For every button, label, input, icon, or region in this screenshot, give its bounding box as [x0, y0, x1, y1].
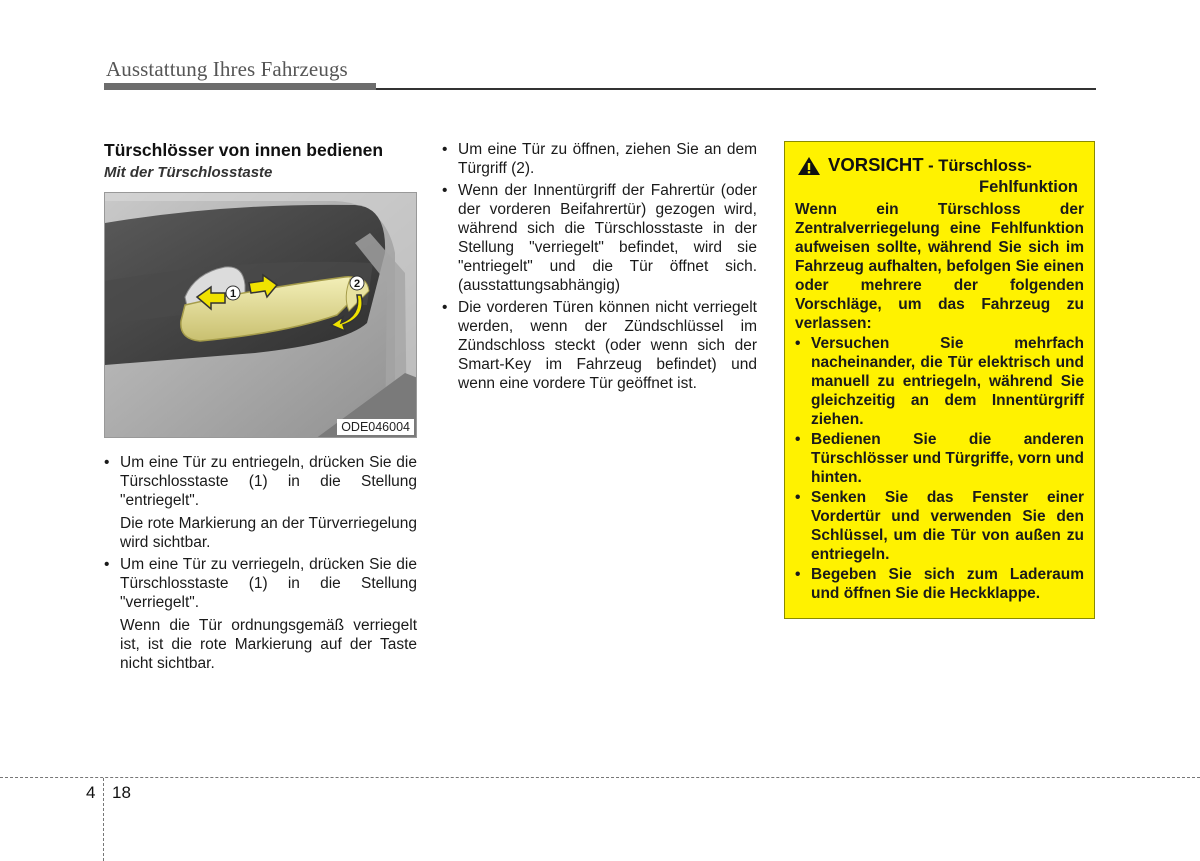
page-header-title: Ausstattung Ihres Fahrzeugs: [106, 57, 348, 81]
list-item: • Wenn der Innentürgriff der Fahrertür (oder der vorderen Beifahrertür) gezogen wird, während sich die Türschlosstaste in der Stellung "verriegelt" befindet, wird sie "entriegelt" und die Tür öffnet sich. (ausstattungsabhängig): [442, 181, 757, 295]
caution-item: • Senken Sie das Fenster einer Vordertür und verwenden Sie den Schlüssel, um die Tür von außen zu entriegeln.: [795, 488, 1084, 564]
list-item: [104, 555, 417, 673]
caution-title-part1: - Türschloss-: [923, 157, 1032, 175]
door-open-list: [442, 140, 757, 393]
caution-title-part2: Fehlfunktion: [979, 178, 1078, 196]
caution-item: • Versuchen Sie mehrfach nacheinander, die Tür elektrisch und manuell zu entriegeln, während Sie gleichzeitig an dem Innentürgriff ziehen.: [795, 334, 1084, 429]
caution-box: [784, 141, 1095, 619]
list-item-text: • Um eine Tür zu entriegeln, drücken Sie die Türschlosstaste (1) in die Stellung "entriegelt".: [120, 454, 417, 509]
door-handle-illustration: [104, 192, 417, 438]
list-item: [104, 453, 417, 552]
figure-code: ODE046004: [337, 419, 414, 435]
section-heading: Türschlösser von innen bedienen: [104, 140, 384, 160]
header-rule: [376, 88, 1096, 90]
column-left: [104, 140, 417, 676]
door-handle-drawing: [105, 193, 417, 438]
caution-list: [795, 334, 1084, 603]
list-item: • Die vorderen Türen können nicht verriegelt werden, wenn der Zündschlüssel im Zündschloss steckt (oder wenn sich der Smart-Key im Fahrzeug befindet) und wenn eine vordere Tür geöffnet ist.: [442, 298, 757, 393]
list-item-note: Wenn die Tür ordnungsgemäß verriegelt ist, ist die rote Markierung auf der Taste nicht sichtbar.: [120, 617, 417, 672]
callout-2: 2: [353, 278, 361, 290]
caution-item: • Bedienen Sie die anderen Türschlösser und Türgriffe, vorn und hinten.: [795, 430, 1084, 487]
list-item: • Um eine Tür zu öffnen, ziehen Sie an dem Türgriff (2).: [442, 140, 757, 178]
footer-divider: [103, 778, 104, 861]
caution-title: [795, 154, 1084, 177]
page-number: 18: [112, 783, 131, 802]
callout-1: 1: [229, 288, 237, 300]
unlock-lock-list: [104, 453, 417, 673]
warning-triangle-icon: [797, 156, 821, 176]
footer-rule: [0, 777, 1200, 778]
chapter-number: 4: [86, 783, 96, 802]
list-item-note: Die rote Markierung an der Türverriegelung wird sichtbar.: [120, 515, 417, 551]
section-subheading: Mit der Türschlosstaste: [104, 164, 273, 181]
caution-word: VORSICHT: [828, 154, 924, 175]
caution-intro: Wenn ein Türschloss der Zentralverriegelung eine Fehlfunktion aufweisen sollte, während Sie sich im Fahrzeug aufhalten, befolgen Sie einen oder mehrere der folgenden Vorschläge, um das Fahrzeug zu verlassen:: [795, 201, 1084, 332]
list-item-text: • Um eine Tür zu verriegeln, drücken Sie die Türschlosstaste (1) in die Stellung "verriegelt".: [120, 556, 417, 611]
header-rule-accent: [104, 83, 376, 90]
column-middle: [442, 140, 757, 396]
caution-item: • Begeben Sie sich zum Laderaum und öffnen Sie die Heckklappe.: [795, 565, 1084, 603]
